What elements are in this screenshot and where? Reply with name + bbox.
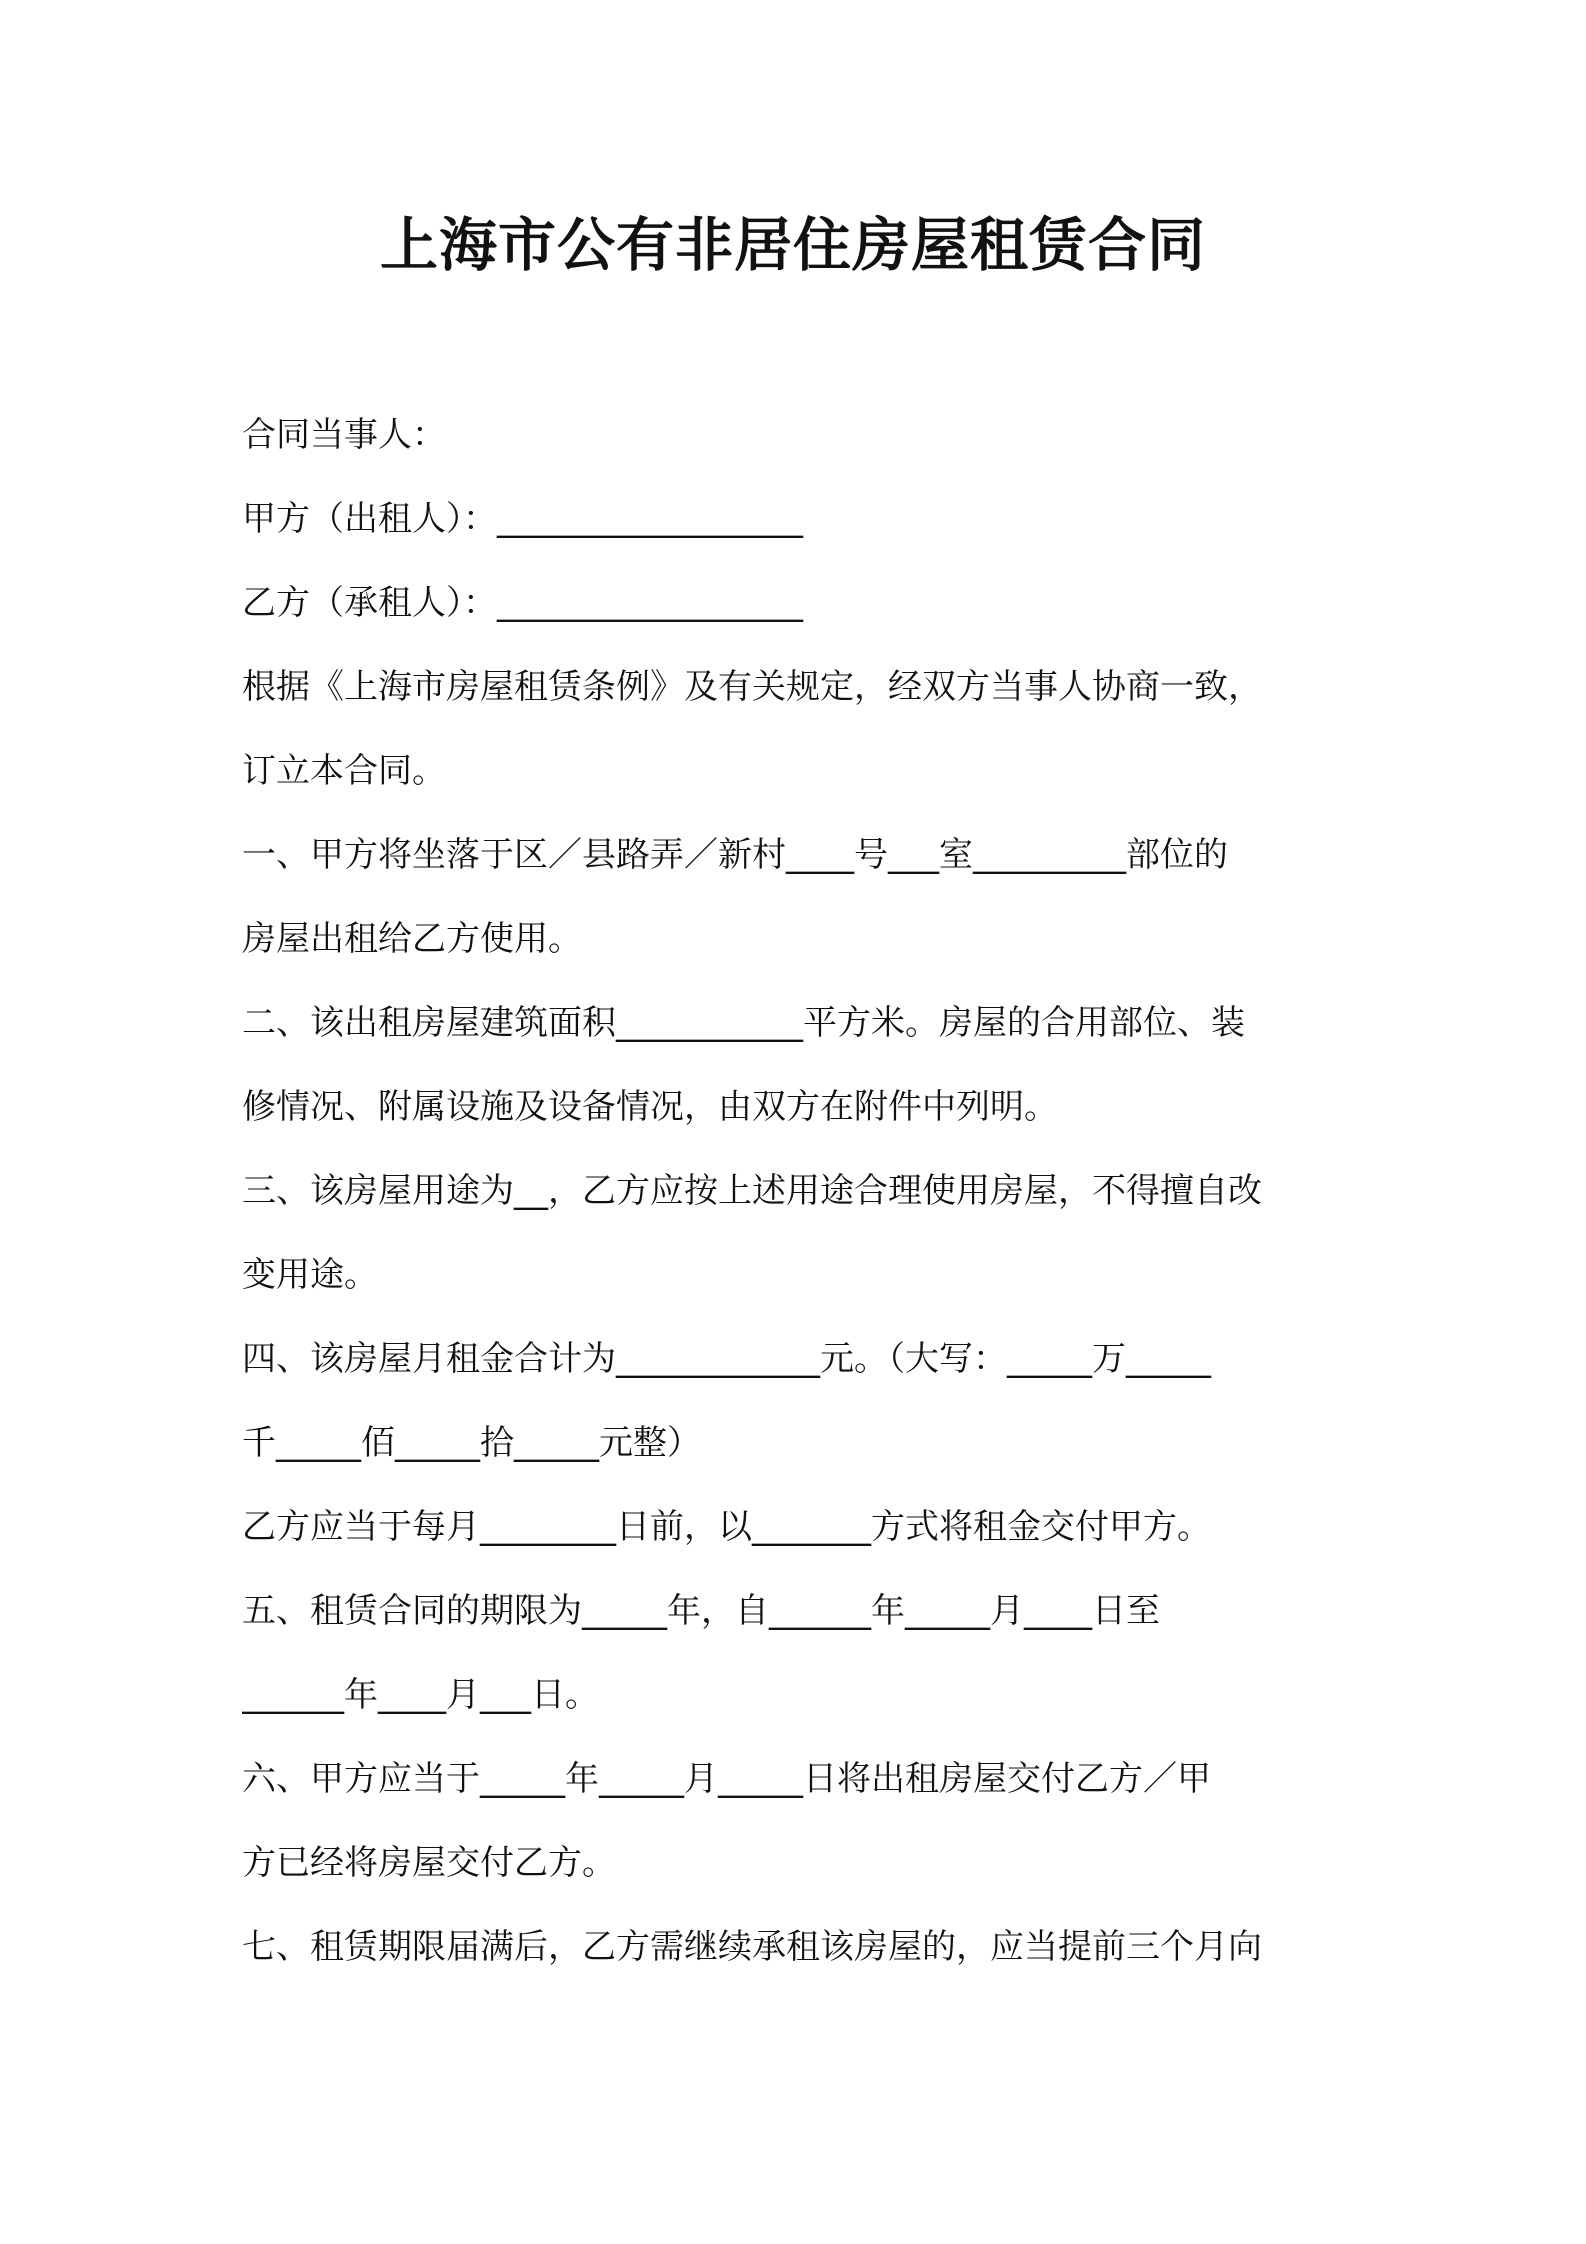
clause-7-line: 七、租赁期限届满后，乙方需继续承租该房屋的，应当提前三个月向: [242, 1927, 1262, 1967]
clause-4-line: 四、该房屋月租金合计为____________元。（大写：_____万_____: [242, 1339, 1211, 1379]
preamble-line: 根据《上海市房屋租赁条例》及有关规定，经双方当事人协商一致，: [242, 667, 1262, 707]
clause-4-line: 千_____佰_____拾_____元整）: [242, 1423, 701, 1463]
clause-6-line: 方已经将房屋交付乙方。: [242, 1843, 616, 1883]
clause-5-line: 五、租赁合同的期限为_____年，自______年_____月____日至: [242, 1591, 1160, 1631]
preamble-line: 订立本合同。: [242, 751, 446, 791]
clause-3-line: 三、该房屋用途为__，乙方应按上述用途合理使用房屋，不得擅自改: [242, 1171, 1262, 1211]
clause-5-line: ______年____月___日。: [242, 1675, 599, 1715]
rent-payment-line: 乙方应当于每月________日前，以_______方式将租金交付甲方。: [242, 1507, 1211, 1547]
clause-3-line: 变用途。: [242, 1255, 378, 1295]
clause-2-line: 修情况、附属设施及设备情况，由双方在附件中列明。: [242, 1087, 1058, 1127]
contract-parties-heading: 合同当事人：: [242, 415, 446, 455]
party-a-line: 甲方（出租人）：__________________: [242, 499, 803, 539]
clause-1-line: 房屋出租给乙方使用。: [242, 919, 582, 959]
clause-6-line: 六、甲方应当于_____年_____月_____日将出租房屋交付乙方／甲: [242, 1759, 1211, 1799]
clause-2-line: 二、该出租房屋建筑面积___________平方米。房屋的合用部位、装: [242, 1003, 1245, 1043]
clause-1-line: 一、甲方将坐落于区／县路弄／新村____号___室_________部位的: [242, 835, 1228, 875]
document-title: 上海市公有非居住房屋租赁合同: [379, 211, 1206, 279]
party-b-line: 乙方（承租人）：__________________: [242, 583, 803, 623]
